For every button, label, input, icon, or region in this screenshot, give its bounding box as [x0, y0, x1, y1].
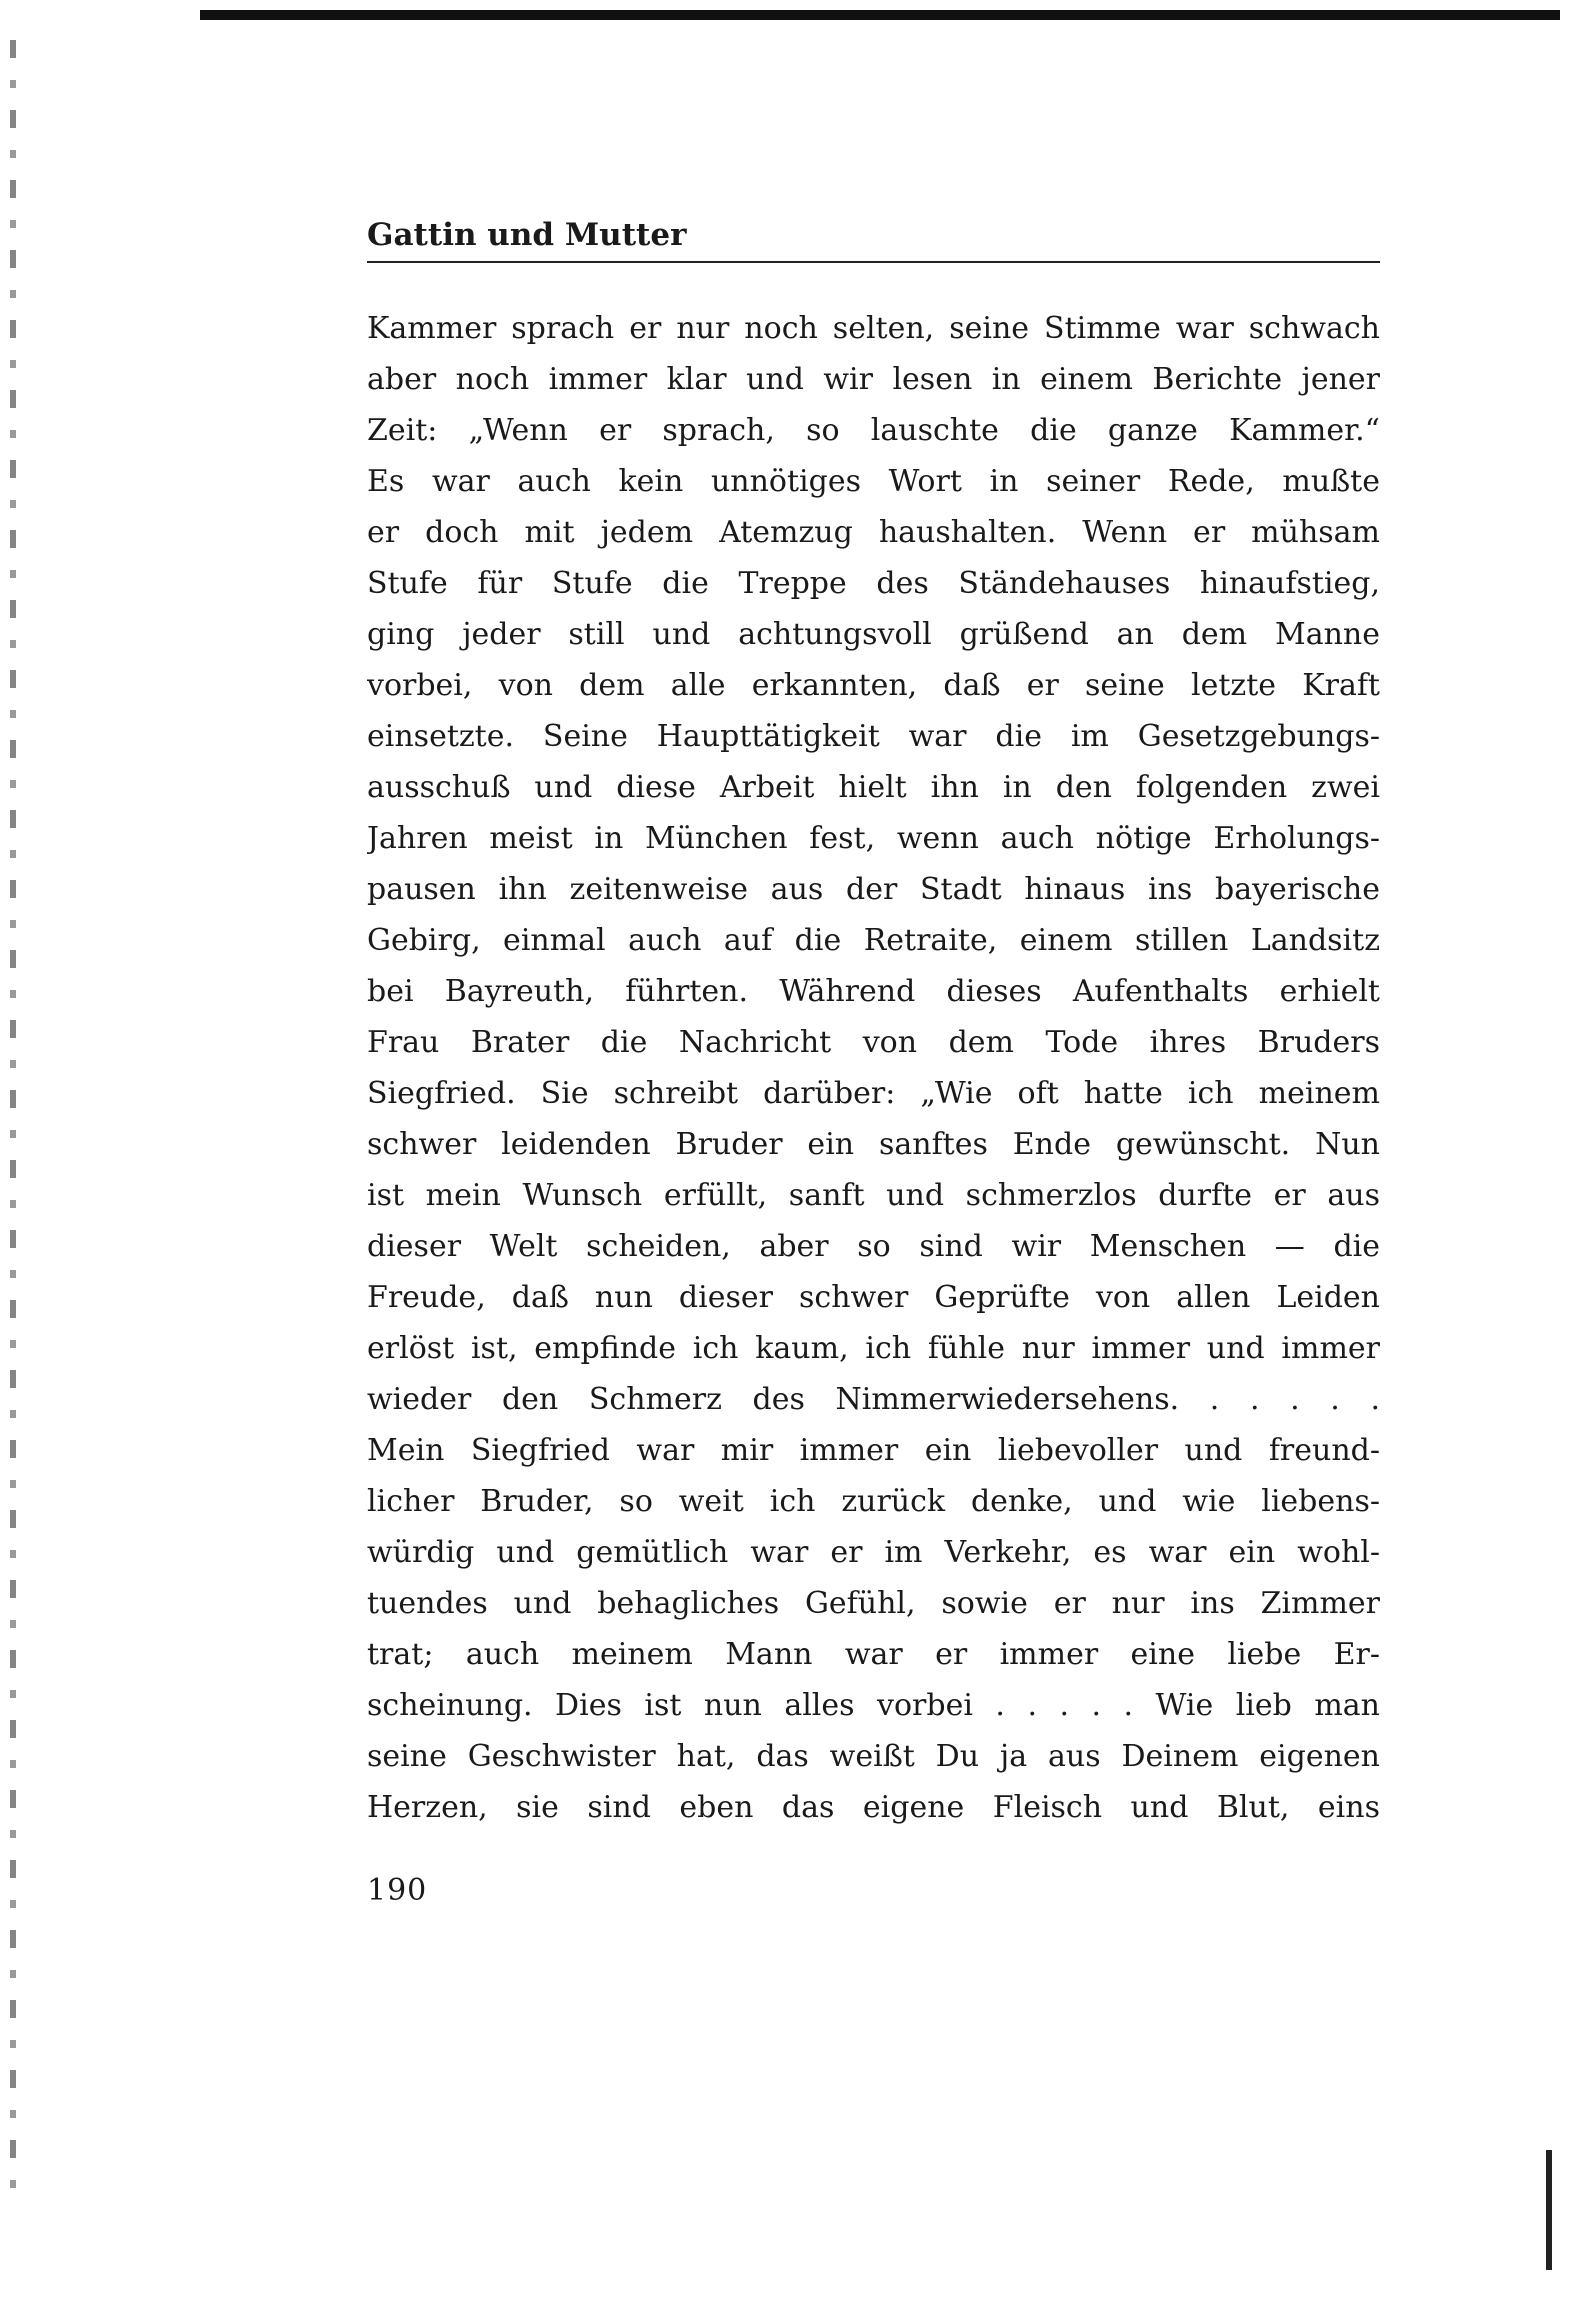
text-line: Freude, daß nun dieser schwer Geprüfte von allen Leiden [367, 1280, 1380, 1315]
text-line: scheinung. Dies ist nun alles vorbei . . . . . Wie lieb man [367, 1688, 1380, 1723]
text-line: schwer leidenden Bruder ein sanftes Ende gewünscht. Nun [367, 1127, 1380, 1162]
text-line: licher Bruder, so weit ich zurück denke, und wie liebens- [367, 1484, 1380, 1519]
text-line: seine Geschwister hat, das weißt Du ja aus Deinem eigenen [367, 1739, 1380, 1774]
text-line: Gebirg, einmal auch auf die Retraite, einem stillen Landsitz [367, 923, 1380, 958]
scan-right-edge [1546, 2150, 1552, 2270]
text-line: wieder den Schmerz des Nimmerwiedersehens. . . . . . [367, 1382, 1380, 1417]
text-line: aber noch immer klar und wir lesen in einem Berichte jener [367, 362, 1380, 397]
text-line: Stufe für Stufe die Treppe des Ständehauses hinaufstieg, [367, 566, 1380, 601]
text-line: Zeit: „Wenn er sprach, so lauschte die ganze Kammer.“ [367, 413, 1380, 448]
text-line: bei Bayreuth, führten. Während dieses Aufenthalts erhielt [367, 974, 1380, 1009]
running-head: Gattin und Mutter [367, 215, 1380, 263]
text-line: ging jeder still und achtungsvoll grüßend an dem Manne [367, 617, 1380, 652]
scan-left-edge [10, 40, 16, 2190]
text-line: Kammer sprach er nur noch selten, seine Stimme war schwach [367, 311, 1380, 346]
text-line: Herzen, sie sind eben das eigene Fleisch und Blut, eins [367, 1790, 1380, 1825]
text-line: vorbei, von dem alle erkannten, daß er seine letzte Kraft [367, 668, 1380, 703]
text-line: Siegfried. Sie schreibt darüber: „Wie oft hatte ich meinem [367, 1076, 1380, 1111]
text-line: erlöst ist, empfinde ich kaum, ich fühle nur immer und immer [367, 1331, 1380, 1366]
text-line: dieser Welt scheiden, aber so sind wir Menschen — die [367, 1229, 1380, 1264]
text-line: pausen ihn zeitenweise aus der Stadt hinaus ins bayerische [367, 872, 1380, 907]
text-line: ausschuß und diese Arbeit hielt ihn in den folgenden zwei [367, 770, 1380, 805]
text-line: Mein Siegfried war mir immer ein liebevoller und freund- [367, 1433, 1380, 1468]
text-line: Jahren meist in München fest, wenn auch nötige Erholungs- [367, 821, 1380, 856]
text-line: würdig und gemütlich war er im Verkehr, es war ein wohl- [367, 1535, 1380, 1570]
text-line: Frau Brater die Nachricht von dem Tode ihres Bruders [367, 1025, 1380, 1060]
body-text [367, 303, 1380, 1833]
text-line: tuendes und behagliches Gefühl, sowie er nur ins Zimmer [367, 1586, 1380, 1621]
text-line: er doch mit jedem Atemzug haushalten. Wenn er mühsam [367, 515, 1380, 550]
book-page [367, 215, 1380, 1911]
text-line: Es war auch kein unnötiges Wort in seiner Rede, mußte [367, 464, 1380, 499]
text-line: ist mein Wunsch erfüllt, sanft und schmerzlos durfte er aus [367, 1178, 1380, 1213]
page-number: 190 [367, 1873, 428, 1908]
text-line: einsetzte. Seine Haupttätigkeit war die im Gesetzgebungs- [367, 719, 1380, 754]
text-line: trat; auch meinem Mann war er immer eine liebe Er- [367, 1637, 1380, 1672]
scan-top-edge [200, 10, 1560, 20]
